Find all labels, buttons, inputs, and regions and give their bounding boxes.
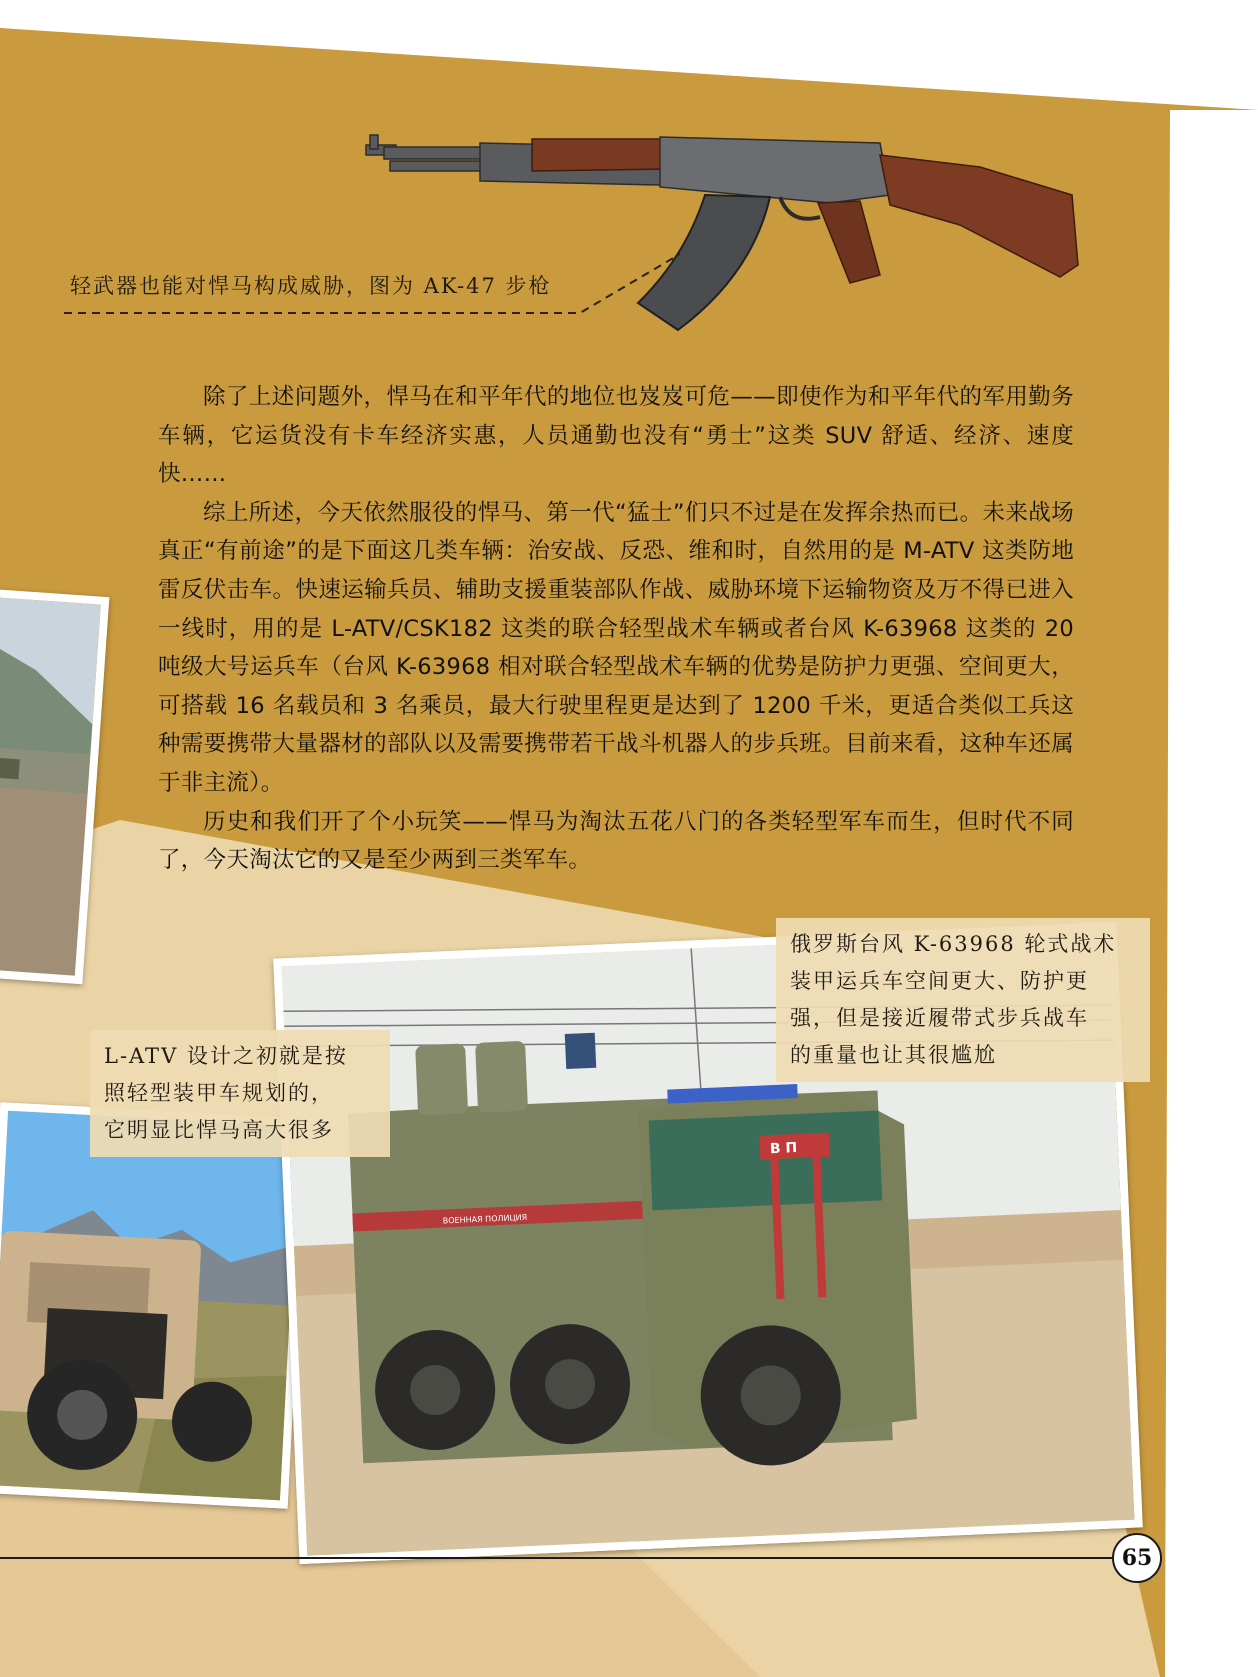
paragraph-3: 历史和我们开了个小玩笑——悍马为淘汰五花八门的各类轻型军车而生，但时代不同了，今天淘汰它的又是至少两到三类军车。 (158, 808, 1074, 874)
latv-scene (0, 1111, 300, 1501)
typhoon-caption (776, 918, 1150, 1082)
landscape-scene (0, 596, 101, 975)
footer-rule (0, 1557, 1112, 1559)
receiver (660, 137, 890, 203)
typhoon-caption-line: 强，但是接近履带式步兵战车 (790, 1006, 1089, 1030)
latv-caption-line: 照轻型装甲车规划的， (104, 1081, 334, 1105)
rifle-caption: 轻武器也能对悍马构成威胁，图为 AK-47 步枪 (70, 274, 552, 298)
article-body (158, 378, 1074, 880)
stock (880, 155, 1078, 277)
latv-caption-line: L-ATV 设计之初就是按 (104, 1044, 348, 1068)
ak47-rifle-image (360, 125, 1160, 360)
cab-marking: В П (769, 1140, 798, 1158)
page-number: 65 (1112, 1533, 1162, 1583)
paragraph-2: 综上所述，今天依然服役的悍马、第一代“猛士”们只不过是在发挥余热而已。未来战场真正“有前途”的是下面这几类车辆：治安战、反恐、维和时，自然用的是 M-ATV 这类防地雷反伏击车。快速运输兵员、辅助支援重装部队作战、威胁环境下运输物资及万不得已进入一线时，用的是 L-ATV/CSK182 这类的联合轻型战术车辆或者台风 K-63968 这类的 20 吨级大号运兵车（台风 K-63968 相对联合轻型战术车辆的优势是防护力更强、空间更大，可搭载 16 名载员和 3 名乘员，最大行驶里程更是达到了 1200 千米，更适合类似工兵这种需要携带大量器材的部队以及需要携带若干战斗机器人的步兵班。目前来看，这种车还属于非主流）。 (158, 499, 1074, 796)
side-marking: ВОЕННАЯ ПОЛИЦИЯ (442, 1212, 528, 1226)
paragraph-1: 除了上述问题外，悍马在和平年代的地位也岌岌可危——即使作为和平年代的军用勤务车辆，它运货没有卡车经济实惠，人员通勤也没有“勇士”这类 SUV 舒适、经济、速度快…… (158, 384, 1074, 488)
latv-caption-line: 它明显比悍马高大很多 (104, 1118, 334, 1142)
latv-photo (0, 1102, 308, 1509)
pistol-grip (818, 201, 880, 283)
typhoon-caption-line: 装甲运兵车空间更大、防护更 (790, 969, 1089, 993)
handguard (532, 139, 666, 171)
latv-caption (90, 1030, 390, 1157)
typhoon-caption-line: 的重量也让其很尴尬 (790, 1043, 997, 1067)
typhoon-caption-line: 俄罗斯台风 K-63968 轮式战术 (790, 932, 1117, 956)
